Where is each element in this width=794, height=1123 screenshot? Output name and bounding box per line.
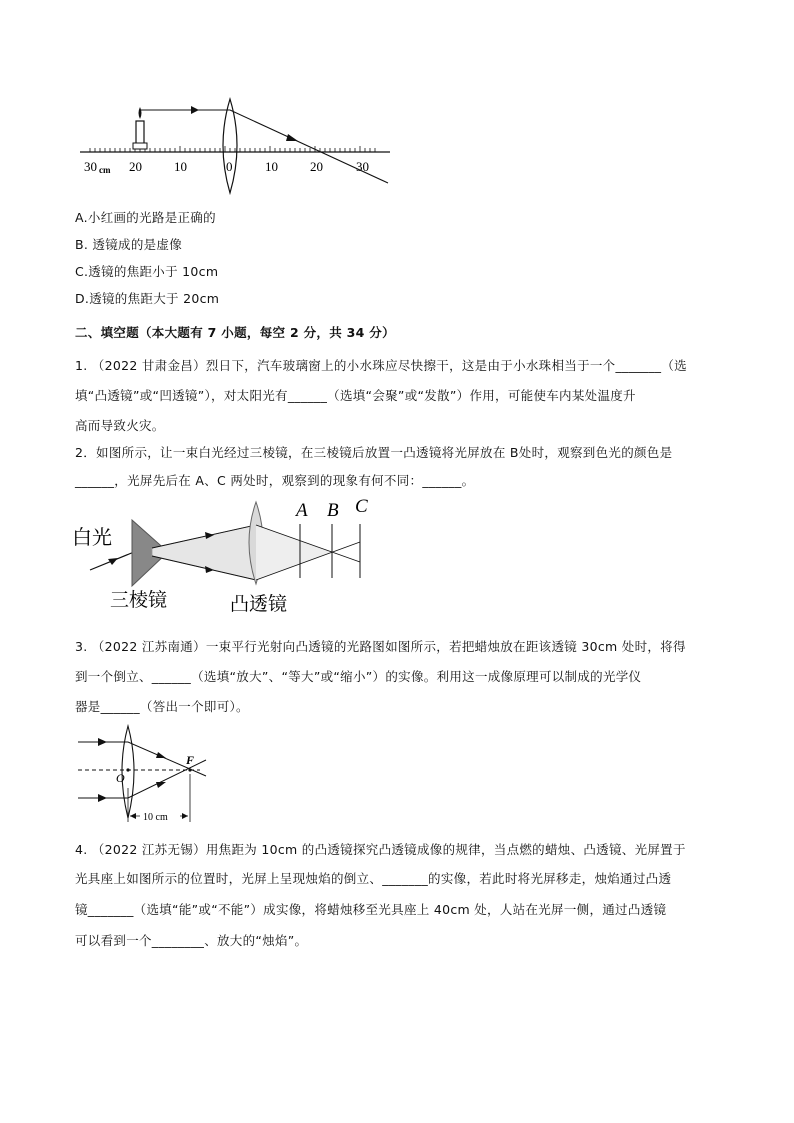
question-4-line-3: 镜_______（选填“能”或“不能”）成实像，将蜡烛移至光具座上 40cm 处，人站在光屏一侧，通过凸透镜 xyxy=(75,902,667,917)
ray-arrow xyxy=(156,782,166,788)
ruler-label: 10 xyxy=(174,159,187,174)
white-light-label: 白光 xyxy=(72,525,112,549)
label-a: A xyxy=(296,500,308,521)
question-2-line-1: 2．如图所示，让一束白光经过三棱镜，在三棱镜后放置一凸透镜将光屏放在 B处时，观察到色光的颜色是 xyxy=(75,445,673,460)
option-b: B. 透镜成的是虚像 xyxy=(75,237,183,252)
question-2-line-2: ______，光屏先后在 A、C 两处时，观察到的现象有何不同：______。 xyxy=(75,473,475,488)
question-1-line-1: 1. （2022 甘肃金昌）烈日下，汽车玻璃窗上的小水珠应尽快擦干，这是由于小水珠相当于一个_______（选 xyxy=(75,358,687,373)
question-4-line-2: 光具座上如图所示的位置时，光屏上呈现烛焰的倒立、_______的实像，若此时将光屏移走，烛焰通过凸透 xyxy=(75,871,672,886)
ray-arrow xyxy=(191,106,199,114)
distance-label: 10 cm xyxy=(143,812,168,823)
question-1-line-3: 高而导致火灾。 xyxy=(75,418,165,433)
section-heading: 二、填空题（本大题有 7 小题，每空 2 分，共 34 分） xyxy=(75,325,395,340)
dispersed-beam xyxy=(152,525,256,580)
candle-icon xyxy=(133,107,147,149)
ray-arrow xyxy=(98,738,107,746)
ruler-label: 0 xyxy=(226,159,233,174)
ruler-label: 20 xyxy=(129,159,142,174)
label-f: F xyxy=(186,753,195,767)
ruler-label: 20 xyxy=(310,159,323,174)
ruler-unit: cm xyxy=(99,165,111,175)
option-d: D.透镜的焦距大于 20cm xyxy=(75,291,220,306)
question-1-line-2: 填“凸透镜”或“凹透镜”），对太阳光有______（选填“会聚”或“发散”）作用，可能使车内某处温度升 xyxy=(75,388,636,403)
ray-arrow xyxy=(286,134,298,141)
ray-arrow xyxy=(156,752,166,758)
question-3-line-1: 3. （2022 江苏南通）一束平行光射向凸透镜的光路图如图所示，若把蜡烛放在距该透镜 30cm 处时，将得 xyxy=(75,639,686,654)
ruler-label: 30 xyxy=(84,159,97,174)
option-a: A.小红画的光路是正确的 xyxy=(75,210,216,225)
label-b: B xyxy=(327,500,339,521)
ruler-label: 30 xyxy=(356,159,369,174)
ray-arrow xyxy=(98,794,107,802)
figure-lens-ruler xyxy=(70,95,400,195)
option-c: C.透镜的焦距小于 10cm xyxy=(75,264,219,279)
question-3-line-2: 到一个倒立、______（选填“放大”、“等大”或“缩小”）的实像。利用这一成像原理可以制成的光学仪 xyxy=(75,669,642,684)
figure-focal-point xyxy=(74,722,214,826)
lens-label: 凸透镜 xyxy=(230,593,288,615)
question-4-line-1: 4. （2022 江苏无锡）用焦距为 10cm 的凸透镜探究凸透镜成像的规律，当点燃的蜡烛、凸透镜、光屏置于 xyxy=(75,842,686,857)
label-o: O xyxy=(116,771,125,785)
ruler-label: 10 xyxy=(265,159,278,174)
converging-beam xyxy=(256,525,332,580)
question-4-line-4: 可以看到一个________、放大的“烛焰”。 xyxy=(75,933,308,948)
label-c: C xyxy=(355,496,368,517)
question-3-line-3: 器是______（答出一个即可）。 xyxy=(75,699,249,714)
figure-prism-lens xyxy=(68,492,388,620)
prism-label: 三棱镜 xyxy=(110,589,168,611)
